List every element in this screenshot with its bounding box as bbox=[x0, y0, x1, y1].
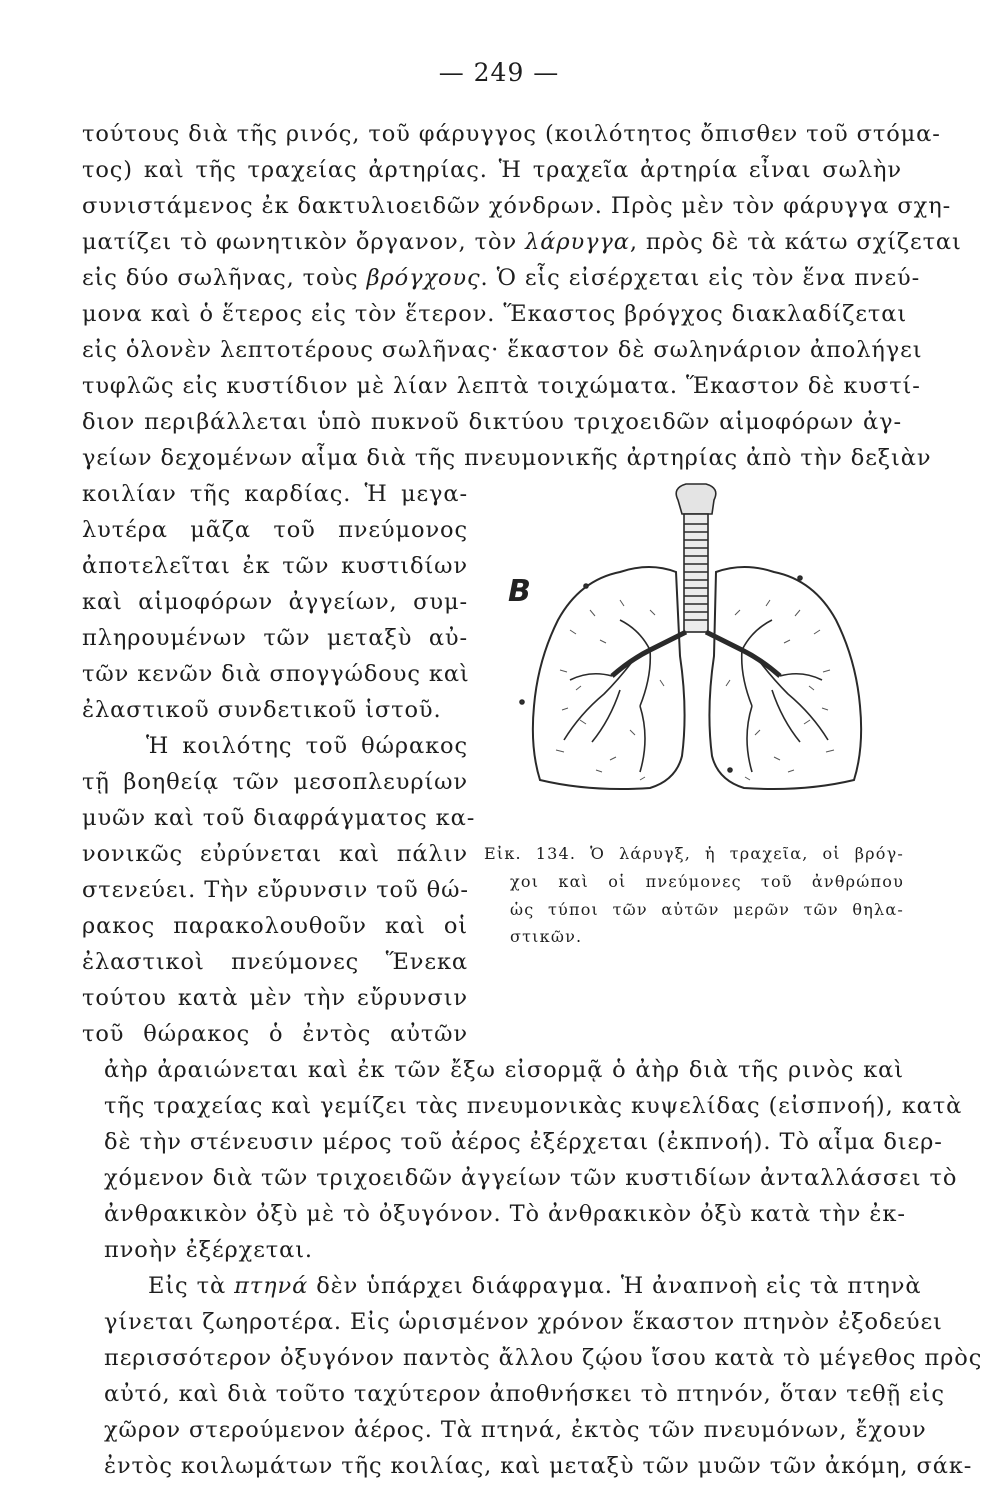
column-line: τῶν κενῶν διὰ σπογγώδους καὶ bbox=[82, 661, 470, 687]
italic-term-bronchi: βρόγχους bbox=[366, 265, 481, 291]
text-line: ἀὴρ ἀραιώνεται καὶ ἐκ τῶν ἔξω εἰσορμᾷ ὁ ἀὴρ διὰ τῆς ρινὸς καὶ bbox=[104, 1057, 904, 1083]
text-line: διον περιβάλλεται ὑπὸ πυκνοῦ δικτύου τριχοειδῶν αἱμοφόρων ἀγ- bbox=[82, 409, 902, 435]
text-line: τούτους διὰ τῆς ρινός, τοῦ φάρυγγος (κοιλότητος ὄπισθεν τοῦ στόμα- bbox=[82, 121, 941, 147]
text-line: ματίζει τὸ φωνητικὸν ὄργανον, τὸν λάρυγγα, πρὸς δὲ τὰ κάτω σχίζεται bbox=[82, 229, 962, 255]
column-line: κοιλίαν τῆς καρδίας. Ἡ μεγα- bbox=[82, 481, 468, 507]
text-line: μονα καὶ ὁ ἕτερος εἰς τὸν ἕτερον. Ἕκαστος βρόγχος διακλαδίζεται bbox=[82, 301, 908, 327]
text-line: γείων δεχομένων αἷμα διὰ τῆς πνευμονικῆς ἀρτηρίας ἀπὸ τὴν δεξιὰν bbox=[82, 445, 932, 471]
column-line: τοῦ θώρακος ὁ ἐντὸς αὐτῶν bbox=[82, 1021, 468, 1047]
text-line: εἰς ὁλονὲν λεπτοτέρους σωλῆνας· ἕκαστον δὲ σωληνάριον ἀπολήγει bbox=[82, 337, 923, 363]
text-line: δὲ τὴν στένευσιν μέρος τοῦ ἀέρος ἐξέρχεται (ἐκπνοή). Τὸ αἷμα διερ- bbox=[104, 1129, 943, 1155]
text-line: τῆς τραχείας καὶ γεμίζει τὰς πνευμονικὰς κυψελίδας (εἰσπνοή), κατὰ bbox=[104, 1093, 963, 1119]
figure-label: B bbox=[508, 574, 531, 609]
figure-caption: ὡς τύποι τῶν αὐτῶν μερῶν τῶν θηλα- bbox=[510, 900, 904, 919]
column-line: καὶ αἱμοφόρων ἀγγείων, συμ- bbox=[82, 589, 468, 615]
page-number: — 249 — bbox=[438, 58, 560, 87]
column-line: μυῶν καὶ τοῦ διαφράγματος κα- bbox=[82, 805, 476, 831]
column-line: τῇ βοηθείᾳ τῶν μεσοπλευρίων bbox=[82, 769, 468, 795]
figure-caption: Εἰκ. 134. Ὁ λάρυγξ, ἡ τραχεῖα, οἱ βρόγ- bbox=[484, 844, 904, 863]
text-line: ἐντὸς κοιλωμάτων τῆς κοιλίας, καὶ μεταξὺ τῶν μυῶν τῶν ἀκόμη, σάκ- bbox=[104, 1453, 973, 1479]
text-line: Εἰς τὰ πτηνά δὲν ὑπάρχει διάφραγμα. Ἡ ἀναπνοὴ εἰς τὰ πτηνὰ bbox=[148, 1273, 922, 1299]
italic-term-birds: πτηνά bbox=[234, 1273, 309, 1299]
text-line: χόμενον διὰ τῶν τριχοειδῶν ἀγγείων τῶν κυστιδίων ἀνταλλάσσει τὸ bbox=[104, 1165, 958, 1191]
text-line: χῶρον στερούμενον ἀέρος. Τὰ πτηνά, ἐκτὸς τῶν πνευμόνων, ἔχουν bbox=[104, 1417, 927, 1443]
italic-term-larynx: λάρυγγα bbox=[525, 229, 630, 255]
column-line: λυτέρα μᾶζα τοῦ πνεύμονος bbox=[82, 517, 468, 543]
column-line: ἀποτελεῖται ἐκ τῶν κυστιδίων bbox=[82, 553, 468, 579]
text-line: περισσότερον ὀξυγόνον παντὸς ἄλλου ζῴου ἴσου κατὰ τὸ μέγεθος πρὸς bbox=[104, 1345, 983, 1371]
text-line: πνοὴν ἐξέρχεται. bbox=[104, 1237, 313, 1263]
column-line: νονικῶς εὐρύνεται καὶ πάλιν bbox=[82, 841, 468, 867]
text-line: γίνεται ζωηροτέρα. Εἰς ὡρισμένον χρόνον ἕκαστον πτηνὸν ἐξοδεύει bbox=[104, 1309, 943, 1335]
text-line: τος) καὶ τῆς τραχείας ἀρτηρίας. Ἡ τραχεῖα ἀρτηρία εἶναι σωλὴν bbox=[82, 157, 902, 183]
figure-caption: στικῶν. bbox=[510, 927, 583, 946]
column-line: τούτου κατὰ μὲν τὴν εὔρυνσιν bbox=[82, 985, 468, 1011]
lungs-illustration-icon bbox=[500, 480, 890, 810]
text-line: τυφλῶς εἰς κυστίδιον μὲ λίαν λεπτὰ τοιχώματα. Ἕκαστον δὲ κυστί- bbox=[82, 373, 921, 399]
text-line: εἰς δύο σωλῆνας, τοὺς βρόγχους. Ὁ εἷς εἰσέρχεται εἰς τὸν ἕνα πνεύ- bbox=[82, 265, 921, 291]
figure-caption: χοι καὶ οἱ πνεύμονες τοῦ ἀνθρώπου bbox=[510, 872, 904, 891]
column-line: στενεύει. Τὴν εὔρυνσιν τοῦ θώ- bbox=[82, 877, 469, 903]
column-line: ἐλαστικοῦ συνδετικοῦ ἱστοῦ. bbox=[82, 697, 442, 723]
column-line: ρακος παρακολουθοῦν καὶ οἱ bbox=[82, 913, 468, 939]
column-line: ἐλαστικοὶ πνεύμονες Ἕνεκα bbox=[82, 949, 468, 975]
text-line: ἀνθρακικὸν ὀξὺ μὲ τὸ ὀξυγόνον. Τὸ ἀνθρακικὸν ὀξὺ κατὰ τὴν ἐκ- bbox=[104, 1201, 906, 1227]
column-line: πληρουμένων τῶν μεταξὺ αὐ- bbox=[82, 625, 468, 651]
text-line: συνιστάμενος ἐκ δακτυλιοειδῶν χόνδρων. Πρὸς μὲν τὸν φάρυγγα σχη- bbox=[82, 193, 952, 219]
column-line: Ἡ κοιλότης τοῦ θώρακος bbox=[146, 733, 468, 759]
text-line: αὐτό, καὶ διὰ τοῦτο ταχύτερον ἀποθνήσκει τὸ πτηνόν, ὅταν τεθῇ εἰς bbox=[104, 1381, 945, 1407]
